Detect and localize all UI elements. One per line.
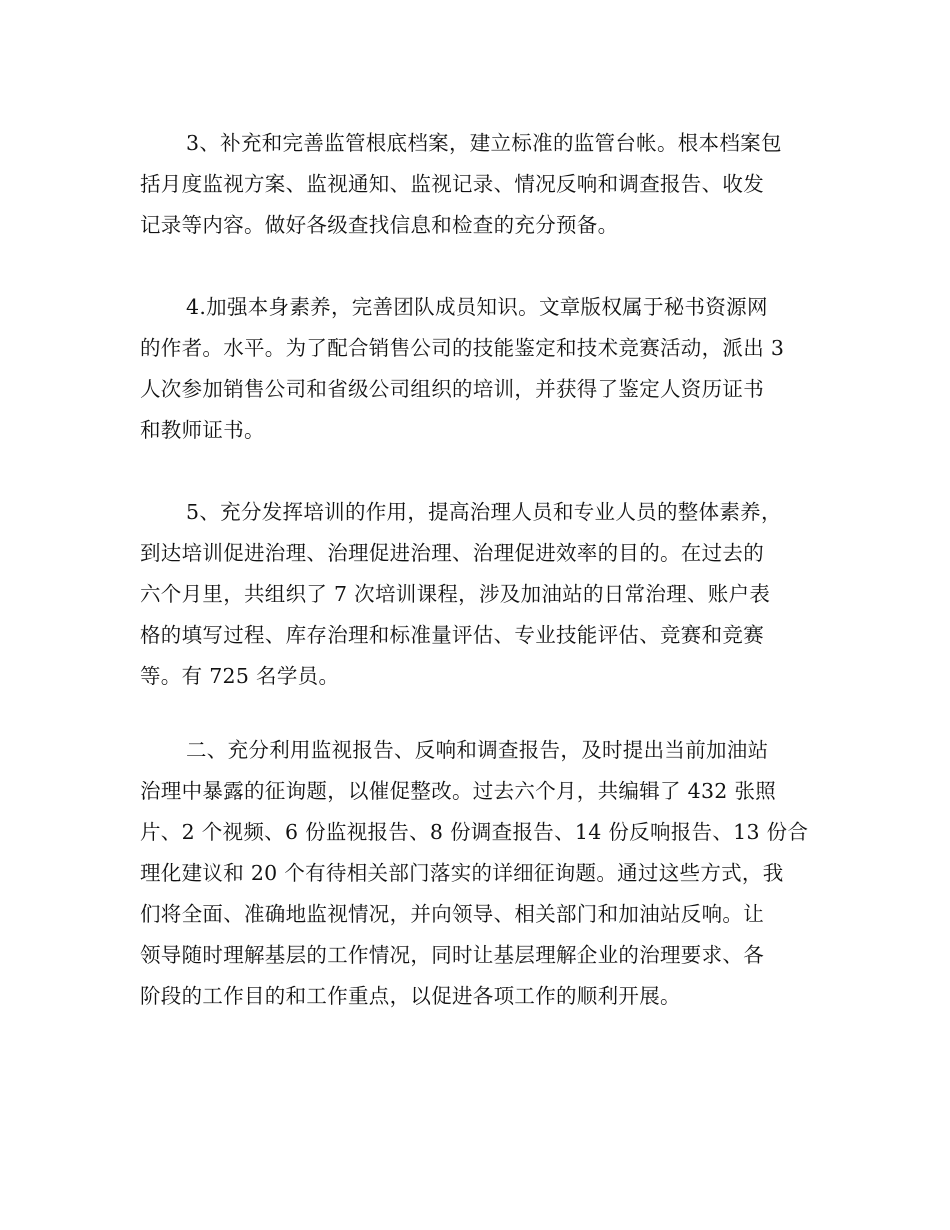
paragraph-line: 理化建议和 20 个有待相关部门落实的详细征询题。通过这些方式，我 <box>140 861 784 885</box>
paragraph-team-quality <box>140 287 810 451</box>
paragraph-archive-management <box>140 123 810 246</box>
paragraph-line: 的作者。水平。为了配合销售公司的技能鉴定和技术竞赛活动，派出 3 <box>140 336 785 360</box>
paragraph-line: 括月度监视方案、监视通知、监视记录、情况反响和调查报告、收发 <box>140 172 764 196</box>
paragraph-line: 4.加强本身素养，完善团队成员知识。文章版权属于秘书资源网 <box>186 295 768 319</box>
paragraph-line: 等。有 725 名学员。 <box>140 664 340 688</box>
paragraph-line: 5、充分发挥培训的作用，提高治理人员和专业人员的整体素养， <box>186 500 782 524</box>
paragraph-line: 片、2 个视频、6 份监视报告、8 份调查报告、14 份反响报告、13 份合 <box>140 820 809 844</box>
paragraph-line: 六个月里，共组织了 7 次培训课程，涉及加油站的日常治理、账户表 <box>140 582 771 606</box>
paragraph-line: 阶段的工作目的和工作重点，以促进各项工作的顺利开展。 <box>140 984 681 1008</box>
paragraph-line: 到达培训促进治理、治理促进治理、治理促进效率的目的。在过去的 <box>140 541 764 565</box>
paragraph-line: 二、充分利用监视报告、反响和调查报告，及时提出当前加油站 <box>186 738 769 762</box>
paragraph-line: 治理中暴露的征询题，以催促整改。过去六个月，共编辑了 432 张照 <box>140 779 777 803</box>
paragraph-training <box>140 492 810 697</box>
paragraph-line: 领导随时理解基层的工作情况，同时让基层理解企业的治理要求、各 <box>140 943 764 967</box>
paragraph-line: 3、补充和完善监管根底档案，建立标准的监管台帐。根本档案包 <box>186 131 782 155</box>
paragraph-line: 人次参加销售公司和省级公司组织的培训，并获得了鉴定人资历证书 <box>140 377 764 401</box>
paragraph-line: 格的填写过程、库存治理和标准量评估、专业技能评估、竞赛和竞赛 <box>140 623 764 647</box>
paragraph-line: 记录等内容。做好各级查找信息和检查的充分预备。 <box>140 213 619 237</box>
paragraph-line: 和教师证书。 <box>140 418 265 442</box>
paragraph-section-two-reports <box>140 730 810 1017</box>
paragraph-line: 们将全面、准确地监视情况，并向领导、相关部门和加油站反响。让 <box>140 902 764 926</box>
